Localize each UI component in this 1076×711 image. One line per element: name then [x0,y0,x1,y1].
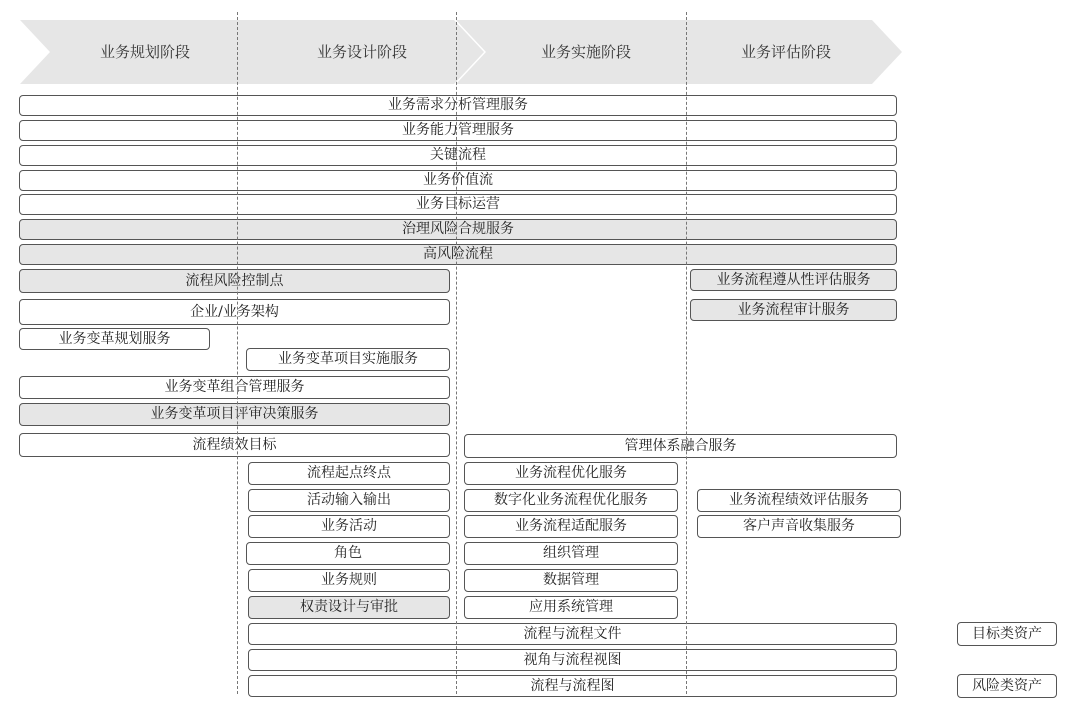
phase-label-evaluation: 业务评估阶段 [740,43,831,61]
block-risk-control-points: 流程风险控制点 [19,269,450,293]
row-capability-management: 业务能力管理服务 [19,120,897,141]
impl-item-process-optimization: 业务流程优化服务 [464,462,678,485]
eval-item-performance-evaluation: 业务流程绩效评估服务 [697,489,901,512]
phase-label-implementation: 业务实施阶段 [540,43,631,61]
design-item-authority-approval: 权责设计与审批 [248,596,450,619]
phase-divider-2 [456,12,457,694]
row-value-stream: 业务价值流 [19,170,897,191]
design-item-business-activity: 业务活动 [248,515,450,538]
design-item-activity-io: 活动输入输出 [248,489,450,512]
phase-label-planning: 业务规划阶段 [99,43,190,61]
asset-label-risk: 风险类资产 [957,674,1057,698]
impl-item-application-management: 应用系统管理 [464,596,678,619]
asset-label-goal: 目标类资产 [957,622,1057,646]
design-item-start-end: 流程起点终点 [248,462,450,485]
impl-item-process-adaptation: 业务流程适配服务 [464,515,678,538]
eval-item-voice-of-customer: 客户声音收集服务 [697,515,901,538]
block-enterprise-architecture: 企业/业务架构 [19,299,450,325]
row-high-risk-process: 高风险流程 [19,244,897,265]
phase-label-design: 业务设计阶段 [316,43,407,61]
row-requirements-analysis: 业务需求分析管理服务 [19,95,897,116]
block-management-system-fusion: 管理体系融合服务 [464,434,897,458]
design-item-role: 角色 [246,542,450,565]
design-item-business-rules: 业务规则 [248,569,450,592]
impl-item-data-management: 数据管理 [464,569,678,592]
block-change-portfolio-management: 业务变革组合管理服务 [19,376,450,399]
row-perspective-and-views: 视角与流程视图 [248,649,897,671]
impl-item-digital-optimization: 数字化业务流程优化服务 [464,489,678,512]
block-compliance-evaluation: 业务流程遵从性评估服务 [690,269,897,291]
block-process-performance-goals: 流程绩效目标 [19,433,450,457]
block-change-planning-service: 业务变革规划服务 [19,328,210,350]
row-process-and-documents: 流程与流程文件 [248,623,897,645]
phase-divider-3 [686,12,687,694]
row-goal-operation: 业务目标运营 [19,194,897,215]
block-change-project-review: 业务变革项目评审决策服务 [19,403,450,426]
block-process-audit: 业务流程审计服务 [690,299,897,321]
phase-divider-1 [237,12,238,694]
row-grc-service: 治理风险合规服务 [19,219,897,240]
row-process-and-diagrams: 流程与流程图 [248,675,897,697]
impl-item-organization-management: 组织管理 [464,542,678,565]
block-change-project-implementation: 业务变革项目实施服务 [246,348,450,371]
row-key-process: 关键流程 [19,145,897,166]
